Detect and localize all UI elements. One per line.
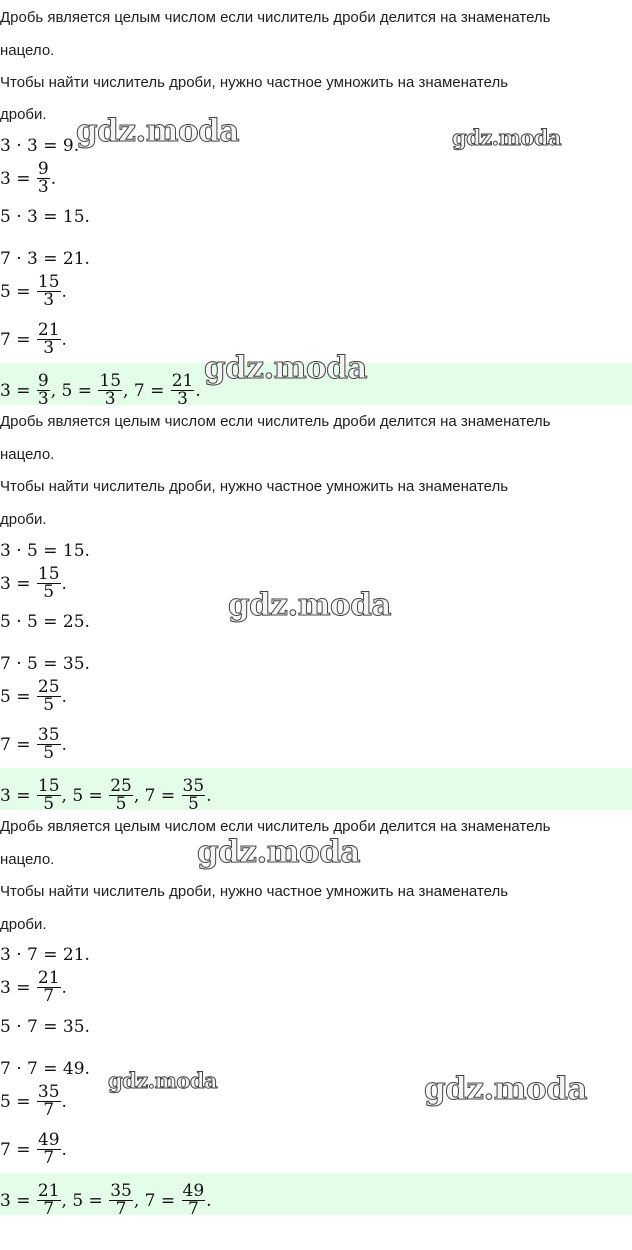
denominator: 5 [115,794,127,814]
denominator: 3 [177,389,188,409]
denominator: 5 [43,794,55,814]
numerator: 35 [110,1181,132,1201]
watermark-logo: gdz.moda [424,1071,587,1107]
watermark-logo: gdz.moda [204,350,367,386]
equation-lhs: 5 = [0,1092,31,1112]
fraction [37,161,50,196]
equation-lhs: 5 = [61,381,92,401]
numerator: 35 [37,1082,60,1102]
equation-lhs: 5 = [72,1191,103,1211]
fraction [182,1183,206,1218]
equation-lhs: 7 = [133,381,165,401]
equation: 3 · 7 = 21. [0,945,90,965]
numerator: 21 [171,371,194,391]
punctuation: . [206,786,212,806]
watermark-logo: gdz.moda [108,1068,218,1093]
rule-text: Чтобы найти числитель дроби, нужно частное умножить на знаменатель [0,883,509,900]
rule-text: дроби. [0,106,47,123]
numerator: 25 [110,776,132,796]
numerator: 25 [37,677,60,697]
equation: 3 · 5 = 15. [0,541,90,561]
numerator: 35 [37,725,60,745]
equation-lhs: 3 = [0,1191,31,1211]
fraction [37,373,50,408]
equation-lhs: 3 = [0,978,31,998]
denominator: 7 [43,1100,55,1120]
denominator: 3 [43,338,55,358]
equation: 5 · 5 = 25. [0,612,90,632]
numerator: 15 [37,564,60,584]
denominator: 5 [43,743,55,763]
denominator: 5 [43,695,55,715]
numerator: 21 [37,1181,60,1201]
equation-lhs: 7 = [144,786,176,806]
numerator: 21 [37,968,60,988]
fraction [37,322,61,357]
equation-lhs: 3 = [0,169,31,189]
equation: 3 · 3 = 9. [0,136,80,156]
denominator: 7 [187,1199,199,1219]
equation-lhs: 7 = [0,735,31,755]
denominator: 3 [37,389,49,409]
denominator: 7 [43,1148,55,1168]
fraction-equation [0,677,67,715]
fraction [37,970,61,1005]
watermark-logo: gdz.moda [76,113,239,149]
punctuation: , [133,1191,140,1211]
rule-text: Чтобы найти числитель дроби, нужно частное умножить на знаменатель [0,478,509,495]
fraction [37,566,61,601]
punctuation: , [61,786,67,806]
punctuation: , [50,381,57,401]
answer-equation [0,1181,212,1219]
numerator: 35 [182,776,205,796]
fraction-equation [0,272,67,310]
fraction [109,778,133,813]
equation-lhs: 5 = [72,786,103,806]
rule-text: Чтобы найти числитель дроби, нужно частное умножить на знаменатель [0,74,509,91]
punctuation: . [50,169,57,189]
numerator: 21 [37,320,60,340]
fraction [171,373,195,408]
punctuation: . [61,978,67,998]
numerator: 49 [182,1181,205,1201]
equation: 5 · 7 = 35. [0,1017,90,1037]
equation-lhs: 7 = [0,1140,31,1160]
punctuation: , [61,1191,67,1211]
equation: 7 · 7 = 49. [0,1059,90,1079]
numerator: 9 [37,371,49,391]
fraction [182,778,206,813]
equation-lhs: 5 = [0,687,31,707]
denominator: 7 [43,1199,55,1219]
fraction [37,1132,61,1167]
fraction-equation [0,725,67,763]
numerator: 15 [99,371,122,391]
equation: 5 · 3 = 15. [0,207,90,227]
fraction-equation [0,1082,67,1120]
fraction [37,1084,61,1119]
rule-text: дроби. [0,916,47,933]
numerator: 15 [37,272,60,292]
equation-lhs: 3 = [0,786,31,806]
equation: 7 · 5 = 35. [0,654,90,674]
watermark-logo: gdz.moda [452,125,562,150]
denominator: 5 [187,794,199,814]
denominator: 3 [37,177,49,197]
rule-text: нацело. [0,851,55,868]
answer-equation [0,371,201,409]
denominator: 3 [104,389,116,409]
punctuation: . [61,574,67,594]
punctuation: . [61,687,67,707]
punctuation: . [61,735,67,755]
punctuation: , [123,381,129,401]
punctuation: , [133,786,140,806]
denominator: 5 [43,582,55,602]
fraction-equation [0,1130,67,1168]
punctuation: . [206,1191,212,1211]
fraction [37,679,61,714]
fraction [37,274,61,309]
rule-text: Дробь является целым числом если числитель дроби делится на знаменатель [0,818,551,835]
denominator: 7 [43,986,55,1006]
rule-text: Дробь является целым числом если числитель дроби делится на знаменатель [0,9,551,26]
fraction [109,1183,133,1218]
punctuation: . [61,282,67,302]
equation-lhs: 3 = [0,574,31,594]
answer-equation [0,776,212,814]
denominator: 3 [43,290,55,310]
numerator: 49 [37,1130,60,1150]
punctuation: . [61,1140,67,1160]
watermark-logo: gdz.moda [197,834,360,870]
fraction [37,727,61,762]
equation-lhs: 7 = [0,330,31,350]
denominator: 7 [115,1199,127,1219]
equation-lhs: 3 = [0,381,31,401]
equation: 7 · 3 = 21. [0,249,90,269]
watermark-logo: gdz.moda [228,587,391,623]
fraction [37,1183,61,1218]
fraction-equation [0,320,67,358]
punctuation: . [195,381,201,401]
numerator: 9 [37,159,49,179]
fraction [98,373,122,408]
fraction-equation [0,564,67,602]
fraction-equation [0,968,67,1006]
numerator: 15 [37,776,60,796]
fraction [37,778,61,813]
rule-text: нацело. [0,42,55,59]
rule-text: дроби. [0,511,47,528]
rule-text: нацело. [0,446,55,463]
rule-text: Дробь является целым числом если числитель дроби делится на знаменатель [0,413,551,430]
equation-lhs: 7 = [144,1191,176,1211]
equation-lhs: 5 = [0,282,31,302]
punctuation: . [61,1092,67,1112]
punctuation: . [61,330,67,350]
fraction-equation [0,159,57,197]
